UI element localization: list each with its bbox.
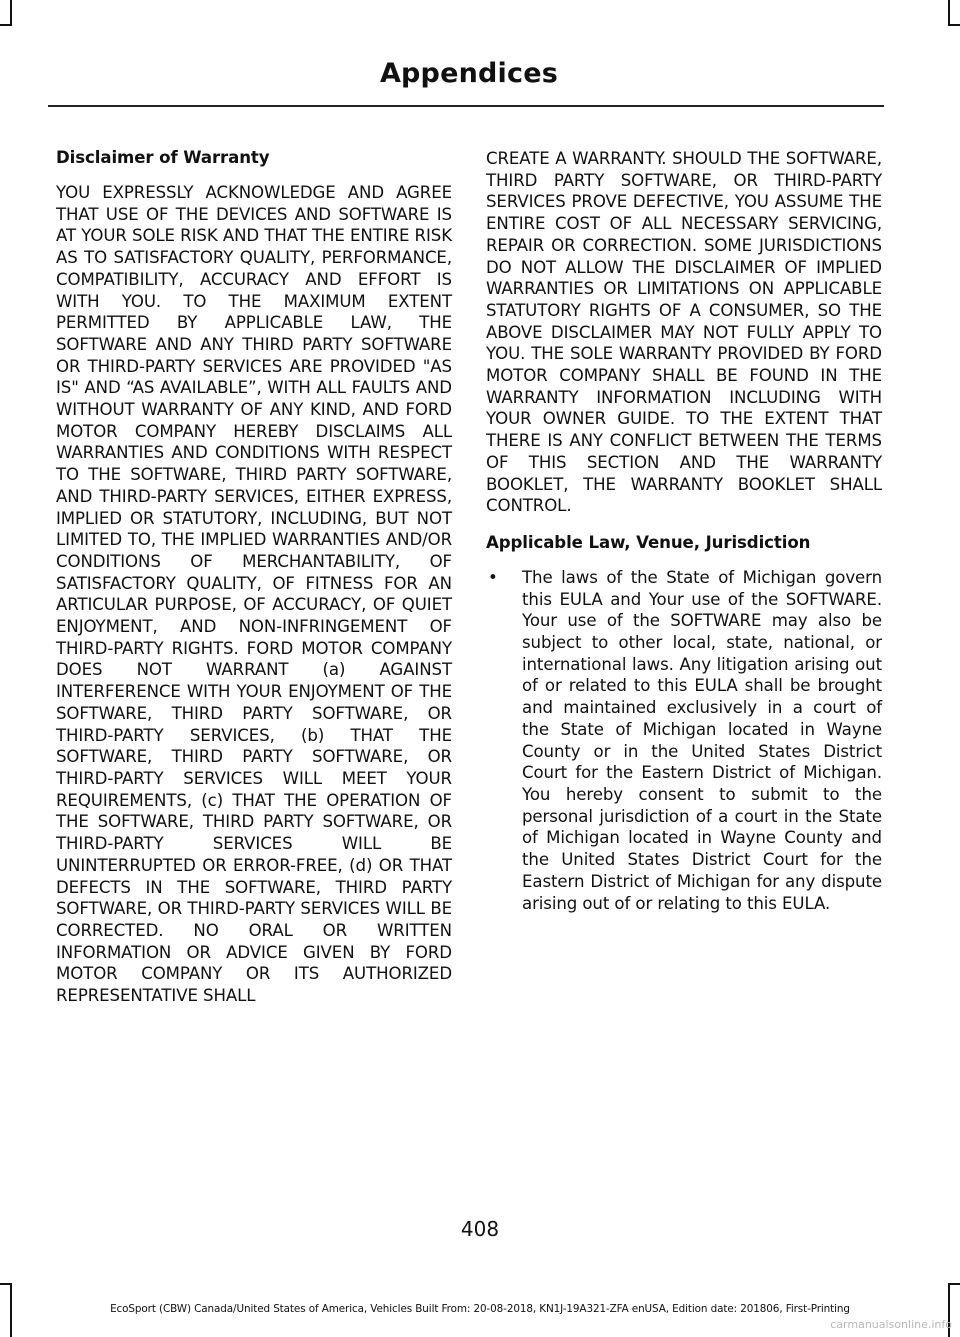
watermark: carmanualsonline.info <box>830 1318 952 1331</box>
crop-mark-top-left-h <box>0 24 12 26</box>
crop-mark-bottom-left-h <box>0 1283 12 1285</box>
page-number: 408 <box>460 1217 500 1241</box>
right-column <box>486 148 882 914</box>
crop-mark-top-right-h <box>948 24 960 26</box>
section-heading-applicable-law: Applicable Law, Venue, Jurisdiction <box>486 532 811 552</box>
applicable-law-list <box>486 567 882 914</box>
crop-mark-top-left-v <box>10 0 12 26</box>
list-item <box>486 567 882 914</box>
bullet-icon: • <box>488 567 498 587</box>
left-column <box>56 146 452 1007</box>
footer-text: EcoSport (CBW) Canada/United States of America, Vehicles Built From: 20-08-2018, KN1J-19A321-ZFA enUSA, Edition date: 201806, First-Printing <box>110 1303 850 1315</box>
crop-mark-top-right-v <box>948 0 950 26</box>
header-divider <box>48 105 884 107</box>
section-heading-disclaimer: Disclaimer of Warranty <box>56 148 270 167</box>
disclaimer-paragraph: YOU EXPRESSLY ACKNOWLEDGE AND AGREE THAT USE OF THE DEVICES AND SOFTWARE IS AT YOUR SOLE RISK AND THAT THE ENTIRE RISK AS TO SATISFACTORY QUALITY, PERFORMANCE, COMPATIBILITY, ACCURACY AND EFFORT IS WITH YOU. TO THE MAXIMUM EXTENT PERMITTED BY APPLICABLE LAW, THE SOFTWARE AND ANY THIRD PARTY SOFTWARE OR THIRD-PARTY SERVICES ARE PROVIDED "AS IS" AND “AS AVAILABLE”, WITH ALL FAULTS AND WITHOUT WARRANTY OF ANY KIND, AND FORD MOTOR COMPANY HEREBY DISCLAIMS ALL WARRANTIES AND CONDITIONS WITH RESPECT TO THE SOFTWARE, THIRD PARTY SOFTWARE, AND THIRD-PARTY SERVICES, EITHER EXPRESS, IMPLIED OR STATUTORY, INCLUDING, BUT NOT LIMITED TO, THE IMPLIED WARRANTIES AND/OR CONDITIONS OF MERCHANTABILITY, OF SATISFACTORY QUALITY, OF FITNESS FOR AN ARTICULAR PURPOSE, OF ACCURACY, OF QUIET ENJOYMENT, AND NON-INFRINGEMENT OF THIRD-PARTY RIGHTS. FORD MOTOR COMPANY DOES NOT WARRANT (a) AGAINST INTERFERENCE WITH YOUR ENJOYMENT OF THE SOFTWARE, THIRD PARTY SOFTWARE, OR THIRD-PARTY SERVICES, (b) THAT THE SOFTWARE, THIRD PARTY SOFTWARE, OR THIRD-PARTY SERVICES WILL MEET YOUR REQUIREMENTS, (c) THAT THE OPERATION OF THE SOFTWARE, THIRD PARTY SOFTWARE, OR THIRD-PARTY SERVICES WILL BE UNINTERRUPTED OR ERROR-FREE, (d) OR THAT DEFECTS IN THE SOFTWARE, THIRD PARTY SOFTWARE, OR THIRD-PARTY SERVICES WILL BE CORRECTED. NO ORAL OR WRITTEN INFORMATION OR ADVICE GIVEN BY FORD MOTOR COMPANY OR ITS AUTHORIZED REPRESENTATIVE SHALL <box>56 183 452 1006</box>
page-title: Appendices <box>379 58 558 89</box>
crop-mark-bottom-right-h <box>948 1283 960 1285</box>
disclaimer-paragraph-continued: CREATE A WARRANTY. SHOULD THE SOFTWARE, THIRD PARTY SOFTWARE, OR THIRD-PARTY SERVICES PROVE DEFECTIVE, YOU ASSUME THE ENTIRE COST OF ALL NECESSARY SERVICING, REPAIR OR CORRECTION. SOME JURISDICTIONS DO NOT ALLOW THE DISCLAIMER OF IMPLIED WARRANTIES OR LIMITATIONS ON APPLICABLE STATUTORY RIGHTS OF A CONSUMER, SO THE ABOVE DISCLAIMER MAY NOT FULLY APPLY TO YOU. THE SOLE WARRANTY PROVIDED BY FORD MOTOR COMPANY SHALL BE FOUND IN THE WARRANTY INFORMATION INCLUDING WITH YOUR OWNER GUIDE. TO THE EXTENT THAT THERE IS ANY CONFLICT BETWEEN THE TERMS OF THIS SECTION AND THE WARRANTY BOOKLET, THE WARRANTY BOOKLET SHALL CONTROL. <box>486 149 882 516</box>
list-item-text: The laws of the State of Michigan govern this EULA and Your use of the SOFTWARE. Your use of the SOFTWARE may also be subject to other local, state, national, or international laws. Any litigation arising out of or related to this EULA shall be brought and maintained exclusively in a court of the State of Michigan located in Wayne County or in the United States District Court for the Eastern District of Michigan. You hereby consent to submit to the personal jurisdiction of a court in the State of Michigan located in Wayne County and the United States District Court for the Eastern District of Michigan for any dispute arising out of or relating to this EULA. <box>522 567 882 913</box>
